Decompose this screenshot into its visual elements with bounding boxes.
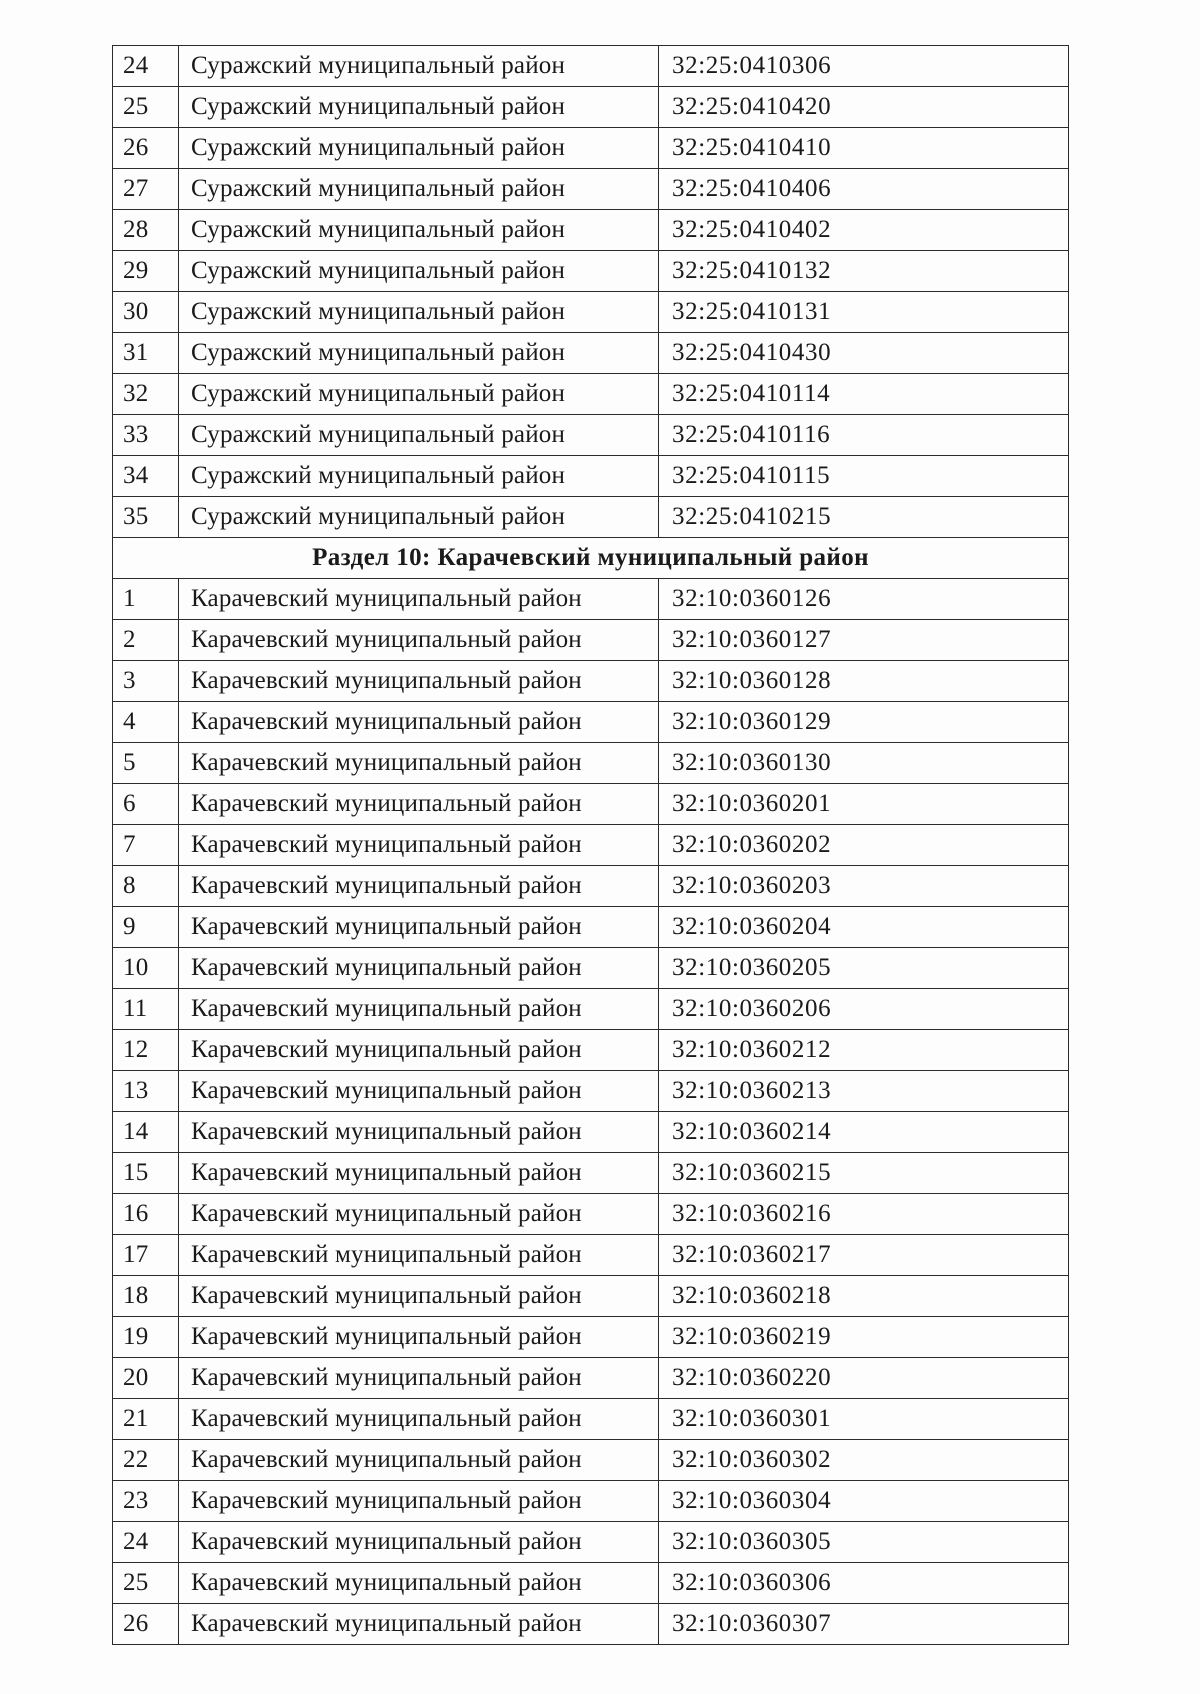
cadastral-number: 32:10:0360307 — [659, 1604, 1069, 1645]
district-name: Карачевский муниципальный район — [179, 784, 659, 825]
district-name: Карачевский муниципальный район — [179, 1194, 659, 1235]
cadastral-number: 32:10:0360306 — [659, 1563, 1069, 1604]
cadastral-number: 32:25:0410116 — [659, 415, 1069, 456]
cadastral-number: 32:10:0360128 — [659, 661, 1069, 702]
cadastral-number: 32:25:0410406 — [659, 169, 1069, 210]
table-row — [113, 1194, 1069, 1235]
row-number: 28 — [113, 210, 179, 251]
table-row — [113, 128, 1069, 169]
section-heading: Раздел 10: Карачевский муниципальный район — [113, 538, 1069, 579]
table-row — [113, 989, 1069, 1030]
row-number: 17 — [113, 1235, 179, 1276]
table-row — [113, 87, 1069, 128]
row-number: 26 — [113, 128, 179, 169]
cadastral-table — [112, 45, 1069, 1645]
district-name: Карачевский муниципальный район — [179, 1358, 659, 1399]
row-number: 4 — [113, 702, 179, 743]
cadastral-number: 32:25:0410215 — [659, 497, 1069, 538]
cadastral-number: 32:10:0360129 — [659, 702, 1069, 743]
row-number: 33 — [113, 415, 179, 456]
row-number: 16 — [113, 1194, 179, 1235]
row-number: 3 — [113, 661, 179, 702]
cadastral-number: 32:10:0360220 — [659, 1358, 1069, 1399]
district-name: Карачевский муниципальный район — [179, 907, 659, 948]
row-number: 12 — [113, 1030, 179, 1071]
district-name: Карачевский муниципальный район — [179, 620, 659, 661]
cadastral-number: 32:10:0360127 — [659, 620, 1069, 661]
district-name: Карачевский муниципальный район — [179, 825, 659, 866]
row-number: 25 — [113, 1563, 179, 1604]
district-name: Суражский муниципальный район — [179, 292, 659, 333]
table-row — [113, 1399, 1069, 1440]
row-number: 22 — [113, 1440, 179, 1481]
row-number: 6 — [113, 784, 179, 825]
district-name: Карачевский муниципальный район — [179, 1071, 659, 1112]
district-name: Карачевский муниципальный район — [179, 866, 659, 907]
cadastral-number: 32:10:0360206 — [659, 989, 1069, 1030]
cadastral-number: 32:25:0410420 — [659, 87, 1069, 128]
row-number: 14 — [113, 1112, 179, 1153]
table-row — [113, 251, 1069, 292]
row-number: 1 — [113, 579, 179, 620]
district-name: Суражский муниципальный район — [179, 333, 659, 374]
district-name: Карачевский муниципальный район — [179, 989, 659, 1030]
table-row — [113, 456, 1069, 497]
row-number: 5 — [113, 743, 179, 784]
row-number: 9 — [113, 907, 179, 948]
cadastral-number: 32:10:0360214 — [659, 1112, 1069, 1153]
table-row — [113, 743, 1069, 784]
cadastral-number: 32:10:0360204 — [659, 907, 1069, 948]
row-number: 24 — [113, 1522, 179, 1563]
table-row — [113, 579, 1069, 620]
table-row — [113, 1153, 1069, 1194]
row-number: 24 — [113, 46, 179, 87]
row-number: 29 — [113, 251, 179, 292]
cadastral-number: 32:10:0360304 — [659, 1481, 1069, 1522]
district-name: Суражский муниципальный район — [179, 456, 659, 497]
cadastral-number: 32:10:0360202 — [659, 825, 1069, 866]
table-row — [113, 907, 1069, 948]
table-row — [113, 497, 1069, 538]
table-row — [113, 169, 1069, 210]
table-row — [113, 1481, 1069, 1522]
table-row — [113, 825, 1069, 866]
cadastral-number: 32:10:0360216 — [659, 1194, 1069, 1235]
row-number: 25 — [113, 87, 179, 128]
row-number: 35 — [113, 497, 179, 538]
table-row — [113, 1276, 1069, 1317]
cadastral-number: 32:25:0410114 — [659, 374, 1069, 415]
row-number: 30 — [113, 292, 179, 333]
cadastral-number: 32:10:0360218 — [659, 1276, 1069, 1317]
row-number: 2 — [113, 620, 179, 661]
table-row — [113, 784, 1069, 825]
cadastral-number: 32:25:0410115 — [659, 456, 1069, 497]
district-name: Карачевский муниципальный район — [179, 1604, 659, 1645]
table-row — [113, 1235, 1069, 1276]
cadastral-number: 32:25:0410306 — [659, 46, 1069, 87]
row-number: 20 — [113, 1358, 179, 1399]
district-name: Карачевский муниципальный район — [179, 1030, 659, 1071]
cadastral-number: 32:10:0360205 — [659, 948, 1069, 989]
district-name: Карачевский муниципальный район — [179, 1481, 659, 1522]
district-name: Суражский муниципальный район — [179, 169, 659, 210]
row-number: 10 — [113, 948, 179, 989]
district-name: Карачевский муниципальный район — [179, 743, 659, 784]
cadastral-number: 32:10:0360217 — [659, 1235, 1069, 1276]
district-name: Суражский муниципальный район — [179, 497, 659, 538]
row-number: 15 — [113, 1153, 179, 1194]
row-number: 11 — [113, 989, 179, 1030]
row-number: 13 — [113, 1071, 179, 1112]
cadastral-number: 32:25:0410430 — [659, 333, 1069, 374]
cadastral-number: 32:10:0360219 — [659, 1317, 1069, 1358]
district-name: Суражский муниципальный район — [179, 87, 659, 128]
row-number: 34 — [113, 456, 179, 497]
district-name: Суражский муниципальный район — [179, 128, 659, 169]
table-row — [113, 948, 1069, 989]
cadastral-number: 32:10:0360215 — [659, 1153, 1069, 1194]
cadastral-number: 32:10:0360302 — [659, 1440, 1069, 1481]
table-row — [113, 292, 1069, 333]
table-row — [113, 46, 1069, 87]
table-row — [113, 1112, 1069, 1153]
district-name: Суражский муниципальный район — [179, 251, 659, 292]
cadastral-number: 32:10:0360301 — [659, 1399, 1069, 1440]
district-name: Карачевский муниципальный район — [179, 1153, 659, 1194]
district-name: Карачевский муниципальный район — [179, 1235, 659, 1276]
cadastral-number: 32:25:0410131 — [659, 292, 1069, 333]
district-name: Карачевский муниципальный район — [179, 1112, 659, 1153]
district-name: Карачевский муниципальный район — [179, 1317, 659, 1358]
district-name: Суражский муниципальный район — [179, 210, 659, 251]
district-name: Суражский муниципальный район — [179, 415, 659, 456]
table-row — [113, 1440, 1069, 1481]
table-row — [113, 210, 1069, 251]
district-name: Карачевский муниципальный район — [179, 702, 659, 743]
table-row — [113, 702, 1069, 743]
cadastral-number: 32:10:0360130 — [659, 743, 1069, 784]
row-number: 21 — [113, 1399, 179, 1440]
row-number: 32 — [113, 374, 179, 415]
row-number: 23 — [113, 1481, 179, 1522]
table-row — [113, 1563, 1069, 1604]
table-row — [113, 866, 1069, 907]
table-row — [113, 1358, 1069, 1399]
district-name: Карачевский муниципальный район — [179, 1563, 659, 1604]
row-number: 31 — [113, 333, 179, 374]
cadastral-number: 32:10:0360203 — [659, 866, 1069, 907]
table-row — [113, 1604, 1069, 1645]
cadastral-number: 32:10:0360305 — [659, 1522, 1069, 1563]
district-name: Карачевский муниципальный район — [179, 1522, 659, 1563]
table-row — [113, 374, 1069, 415]
cadastral-number: 32:25:0410402 — [659, 210, 1069, 251]
row-number: 8 — [113, 866, 179, 907]
district-name: Карачевский муниципальный район — [179, 1440, 659, 1481]
table-row — [113, 333, 1069, 374]
table-row — [113, 661, 1069, 702]
table-body — [113, 46, 1069, 1645]
row-number: 19 — [113, 1317, 179, 1358]
cadastral-number: 32:10:0360126 — [659, 579, 1069, 620]
table-row — [113, 1317, 1069, 1358]
cadastral-number: 32:25:0410410 — [659, 128, 1069, 169]
cadastral-number: 32:10:0360213 — [659, 1071, 1069, 1112]
district-name: Суражский муниципальный район — [179, 46, 659, 87]
cadastral-number: 32:25:0410132 — [659, 251, 1069, 292]
row-number: 26 — [113, 1604, 179, 1645]
table-row — [113, 1071, 1069, 1112]
row-number: 18 — [113, 1276, 179, 1317]
row-number: 27 — [113, 169, 179, 210]
district-name: Карачевский муниципальный район — [179, 579, 659, 620]
district-name: Карачевский муниципальный район — [179, 1399, 659, 1440]
table-row — [113, 620, 1069, 661]
section-heading-row — [113, 538, 1069, 579]
district-name: Карачевский муниципальный район — [179, 661, 659, 702]
district-name: Карачевский муниципальный район — [179, 1276, 659, 1317]
cadastral-number: 32:10:0360212 — [659, 1030, 1069, 1071]
table-row — [113, 1522, 1069, 1563]
row-number: 7 — [113, 825, 179, 866]
table-row — [113, 1030, 1069, 1071]
table-row — [113, 415, 1069, 456]
district-name: Карачевский муниципальный район — [179, 948, 659, 989]
cadastral-number: 32:10:0360201 — [659, 784, 1069, 825]
district-name: Суражский муниципальный район — [179, 374, 659, 415]
